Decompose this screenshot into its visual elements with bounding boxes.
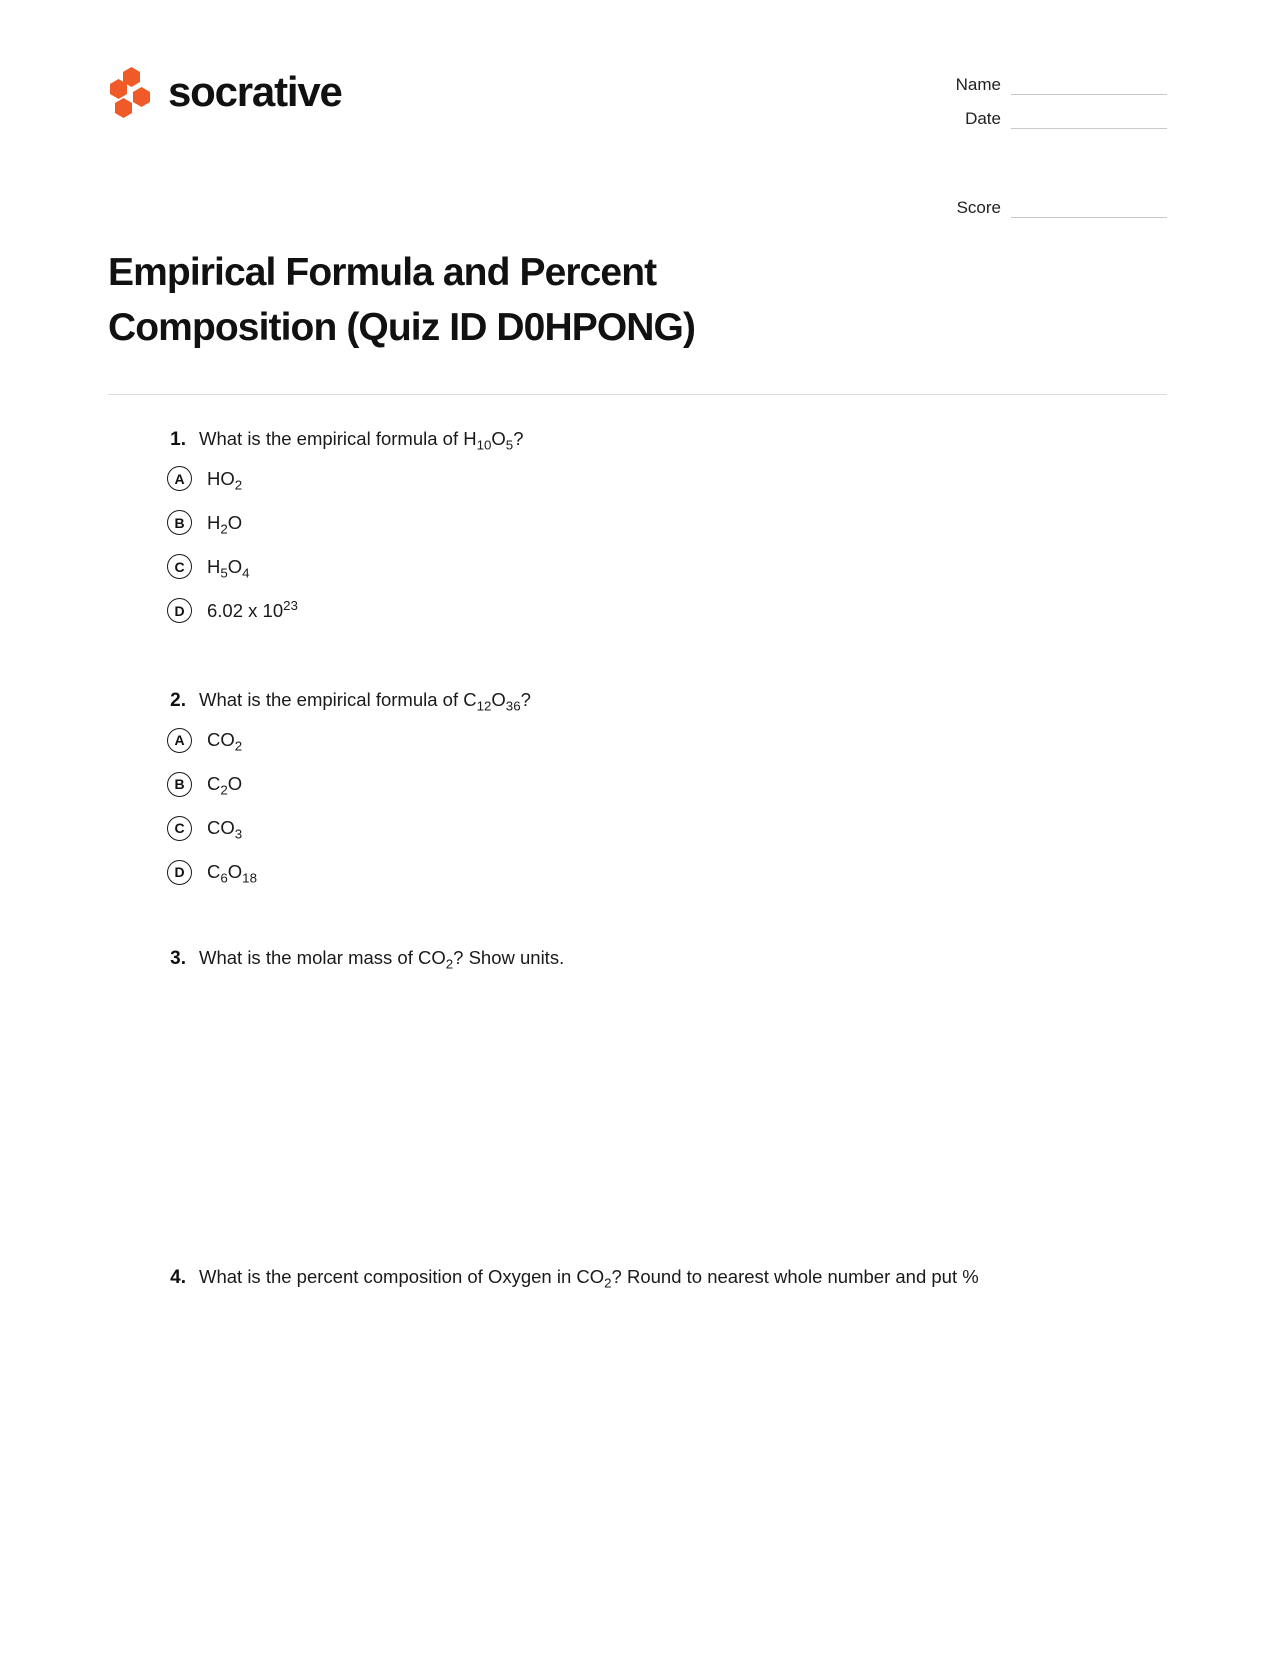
choice-1d-text: 6.02 x $10^{23}$ [207,597,298,621]
choice-bubble-d[interactable]: D [167,860,192,885]
choice-1a[interactable] [167,466,1167,491]
question-2-head [164,686,1167,716]
spacer-q2-q3 [164,904,1167,944]
choice-2b-text: $C_2O$ [207,773,243,798]
question-4-answer-space[interactable] [164,1293,1167,1593]
choice-bubble-a[interactable]: A [167,466,192,491]
choice-2a[interactable] [167,728,1167,753]
question-4 [164,1263,1167,1593]
question-4-number: 4. [170,1267,186,1289]
question-1-number: 1. [170,428,186,450]
question-3-text: What is the molar mass of $CO_2$? Show units. [199,946,565,972]
score-input-line[interactable] [1011,197,1167,218]
question-list [108,425,1167,1593]
date-label: Date [965,109,1001,128]
hexagon-logo-icon [108,66,154,118]
choice-2a-text: $CO_2$ [207,729,243,754]
question-1-head [164,425,1167,455]
date-field-row [915,108,1167,129]
header-divider [108,394,1167,395]
question-2-choices [164,728,1167,885]
page-header [108,0,1167,231]
title-block [108,245,868,356]
choice-1c[interactable] [167,554,1167,579]
score-field-row [915,197,1167,218]
name-field-row [915,74,1167,95]
question-3-number: 3. [170,947,186,969]
question-2-number: 2. [170,690,186,712]
choice-2c[interactable] [167,816,1167,841]
question-1-text: What is the empirical formula of $H_{10}O_5$? [199,427,524,453]
choice-bubble-c[interactable]: C [167,816,192,841]
socrative-logo [108,66,342,118]
question-2 [164,686,1167,885]
choice-bubble-a[interactable]: A [167,728,192,753]
question-3-answer-space[interactable] [164,973,1167,1263]
choice-2c-text: $CO_3$ [207,817,243,842]
choice-1d[interactable] [167,598,1167,623]
brand-wordmark: socrative [168,68,342,115]
choice-1a-text: $HO_2$ [207,467,243,493]
date-input-line[interactable] [1011,108,1167,129]
choice-1b[interactable] [167,510,1167,535]
question-1-choices [164,466,1167,623]
question-1 [164,425,1167,624]
choice-2d-text: $C_6O_{18}$ [207,861,257,886]
score-label: Score [956,198,1001,217]
page-title: Empirical Formula and Percent Composition (Quiz ID D0HPONG) [108,251,696,350]
choice-2d[interactable] [167,860,1167,885]
name-label: Name [955,75,1001,94]
question-3-head [164,944,1167,974]
spacer-q1-q2 [164,642,1167,686]
question-4-text: What is the percent composition of Oxygen in $CO_2$? Round to nearest whole number and put % [199,1266,979,1291]
student-info-fields [915,74,1167,231]
choice-1c-text: $H_5O_4$ [207,555,250,581]
choice-2b[interactable] [167,772,1167,797]
choice-bubble-d[interactable]: D [167,598,192,623]
choice-1b-text: $H_2O$ [207,511,243,537]
choice-bubble-b[interactable]: B [167,510,192,535]
choice-bubble-c[interactable]: C [167,554,192,579]
question-4-head [164,1263,1167,1293]
choice-bubble-b[interactable]: B [167,772,192,797]
question-3 [164,944,1167,1264]
name-input-line[interactable] [1011,74,1167,95]
question-2-text: What is the empirical formula of $C_{12}O_{36}$? [199,689,531,714]
